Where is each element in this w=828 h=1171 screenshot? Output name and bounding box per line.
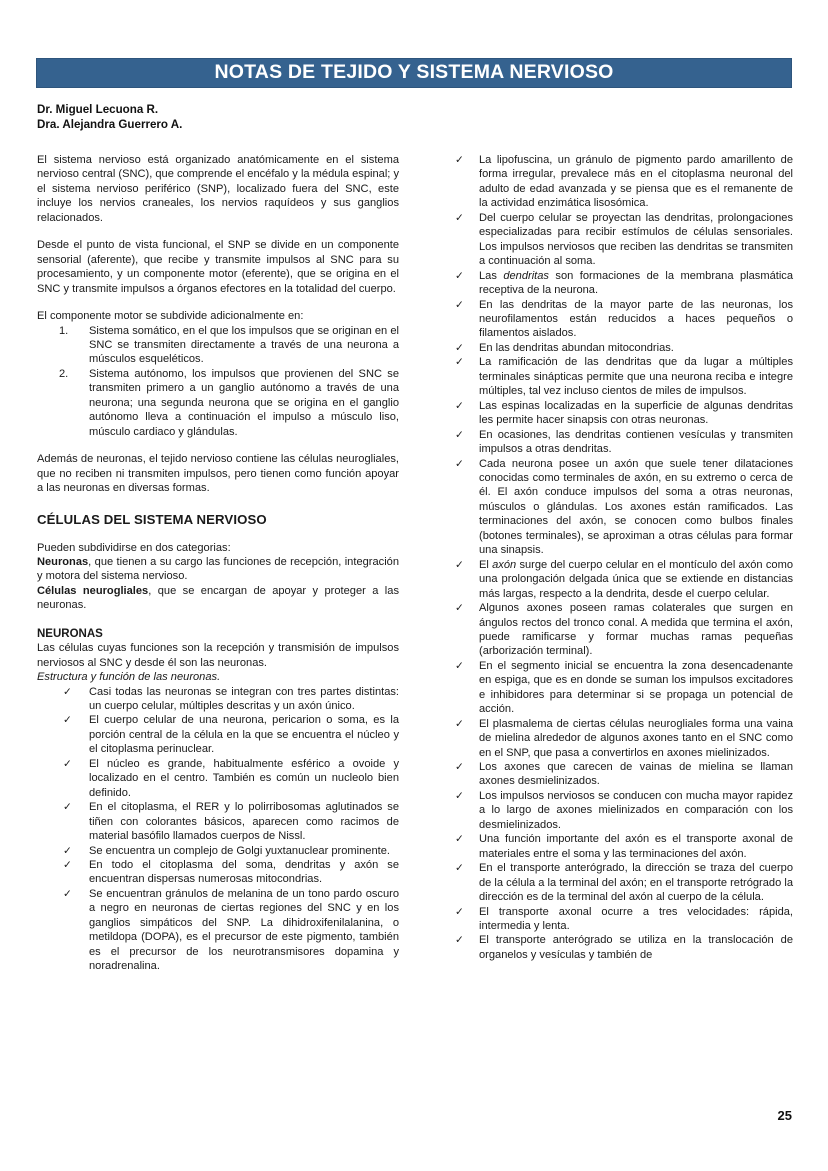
section-heading-celulas: CÉLULAS DEL SISTEMA NERVIOSO [37, 511, 267, 527]
list-item [37, 367, 399, 439]
list-item-text: La ramificación de las dendritas que da lugar a múltiples terminales sinápticas permite que una neurona reciba e integre múltiples, tal vez incluso cientos de miles de impulsos. [479, 356, 793, 398]
list-item [37, 858, 399, 887]
list-item-text: En el citoplasma, el RER y lo polirribosomas aglutinados se tiñen con colorantes básicos, aparecen como racimos de material basófilo llamados cuerpos de Nissl. [89, 801, 399, 843]
left-bullet-list [37, 685, 399, 974]
check-icon: ✓ [63, 844, 72, 857]
list-item [431, 399, 793, 428]
list-item [431, 659, 793, 717]
text-prefix: Las [479, 269, 504, 282]
text-prefix: El [479, 558, 493, 571]
check-icon: ✓ [455, 341, 464, 354]
category-neurogliales-text: , que se encargan de apoyar y proteger a las neuronas. [37, 584, 399, 612]
list-item-text: La lipofuscina, un gránulo de pigmento pardo amarillento de forma irregular, prevalece más en el citoplasma neuronal del adulto de edad avanzada y se piensa que es el remanente de la actividad enzimática lisosómica. [479, 154, 793, 210]
check-icon: ✓ [455, 428, 464, 441]
list-item [431, 905, 793, 934]
check-icon: ✓ [63, 714, 72, 727]
check-icon: ✓ [455, 154, 464, 166]
list-item [431, 428, 793, 457]
check-icon: ✓ [455, 457, 464, 470]
list-item [431, 269, 793, 298]
check-icon: ✓ [63, 685, 72, 698]
list-item-number: 1. [59, 324, 69, 337]
check-icon: ✓ [455, 862, 464, 875]
list-item-text: En el transporte anterógrado, la dirección se traza del cuerpo de la célula a la terminal del axón; en el transporte retrógrado la dirección es de la terminal del axón al cuerpo de la célula. [479, 862, 793, 904]
category-neuronas-label: Neuronas [37, 555, 89, 568]
list-item [431, 341, 793, 355]
list-item [37, 713, 399, 756]
list-item-number: 2. [59, 367, 69, 380]
list-item [431, 153, 793, 211]
italic-term: dendritas [503, 269, 549, 282]
text-suffix: surge del cuerpo celular en el montículo del axón como una prolongación delgada única que se extiende en distancias más largas, respecto a la dendrita, desde el cuerpo celular. [479, 558, 793, 600]
list-item [431, 933, 793, 962]
list-item [431, 558, 793, 601]
author-line-1: Dr. Miguel Lecuona R. [37, 103, 159, 116]
check-icon: ✓ [455, 602, 464, 615]
list-item-text [479, 559, 793, 600]
list-item [37, 685, 399, 714]
list-item [431, 457, 793, 558]
list-item-text: En las dendritas de la mayor parte de las neuronas, los neurofilamentos están reducidos a haces pequeños o filamentos aislados. [479, 298, 793, 340]
list-item-text: Del cuerpo celular se proyectan las dendritas, prolongaciones especializadas para recibir estímulos de células sensoriales. Los impulsos nerviosos que reciben las dendritas se transmiten a continuación al soma. [479, 211, 793, 268]
list-item-text: Se encuentran gránulos de melanina de un tono pardo oscuro a negro en neuronas de ciertas regiones del SNC y en los ganglios simpáticos del SNP. La dihidroxifenilalanina, o metildopa (DOPA), es el precursor de este pigmento, también es el precursor de los neurotransmisores dopamina y noradrenalina. [89, 887, 399, 973]
page-title: NOTAS DE TEJIDO Y SISTEMA NERVIOSO [214, 61, 614, 84]
list-item-text [479, 270, 793, 296]
subheading-neuronas: NEURONAS [37, 627, 103, 640]
check-icon: ✓ [455, 356, 464, 369]
list-item [431, 760, 793, 789]
page-number: 25 [777, 1108, 792, 1123]
check-icon: ✓ [455, 833, 464, 846]
list-item-text: Algunos axones poseen ramas colaterales que surgen en ángulos rectos del tronco conal. A medida que termina el axón, puede ramificarse y formar muchas ramas pequeñas (arborización terminal). [479, 602, 793, 658]
motor-subdivision-list [37, 324, 399, 440]
check-icon: ✓ [63, 887, 72, 900]
intro-paragraph-3: El componente motor se subdivide adicionalmente en: [37, 310, 304, 323]
right-column [431, 153, 793, 962]
list-item-text: En el segmento inicial se encuentra la zona desencadenante en espiga, que es en donde se suman los impulsos excitadores e inhibidores para determinar si se propaga un potencial de acción. [479, 659, 793, 716]
check-icon: ✓ [455, 934, 464, 947]
list-item [431, 355, 793, 398]
estructura-heading: Estructura y función de las neuronas. [37, 671, 221, 684]
list-item [37, 757, 399, 800]
after-list-paragraph: Además de neuronas, el tejido nervioso contiene las células neurogliales, que no reciben ni transmiten impulsos, pero tienen como función apoyar a las neuronas en diversas formas. [37, 453, 399, 495]
check-icon: ✓ [63, 757, 72, 770]
list-item-text: Sistema somático, en el que los impulsos que se originan en el SNC se transmiten directamente a través de una neurona a músculos esqueléticos. [89, 324, 399, 366]
check-icon: ✓ [455, 558, 464, 571]
list-item-text: En las dendritas abundan mitocondrias. [479, 341, 674, 354]
list-item-text: Sistema autónomo, los impulsos que provienen del SNC se transmiten primero a un ganglio autónomo a través de una neurona; una segunda neurona que se origina en el ganglio autónomo lleva a continuación el impulso a músculo liso, músculo cardiaco y glándulas. [89, 367, 399, 438]
list-item [431, 717, 793, 760]
category-neuronas-text: , que tienen a su cargo las funciones de recepción, integración y motora del sistema nervioso. [37, 555, 399, 583]
check-icon: ✓ [455, 717, 464, 730]
list-item-text: El transporte axonal ocurre a tres velocidades: rápida, intermedia y lenta. [479, 905, 793, 933]
authors-block [37, 103, 182, 132]
list-item [37, 800, 399, 843]
left-column [37, 153, 399, 974]
check-icon: ✓ [455, 905, 464, 918]
intro-paragraph-1: El sistema nervioso está organizado anatómicamente en el sistema nervioso central (SNC), que comprende el encéfalo y la médula espinal; y el sistema nervioso periférico (SNP), localizado fuera del SNC, este incluye los nervios craneales, los nervios raquídeos y sus ganglios relacionados. [37, 154, 399, 224]
check-icon: ✓ [455, 761, 464, 774]
check-icon: ✓ [455, 659, 464, 672]
list-item-text: El cuerpo celular de una neurona, pericarion o soma, es la porción central de la célula en la que se encuentra el núcleo y el citoplasma perinuclear. [89, 714, 399, 756]
list-item [431, 601, 793, 659]
category-neuronas [37, 555, 399, 584]
document-title-banner [36, 58, 792, 88]
list-item [37, 887, 399, 974]
list-item [431, 211, 793, 269]
list-item [431, 789, 793, 832]
list-item-text: En ocasiones, las dendritas contienen vesículas y transmiten impulsos a otras dendritas. [479, 428, 793, 456]
check-icon: ✓ [455, 789, 464, 802]
category-neurogliales-label: Células neurogliales [37, 584, 149, 597]
intro-paragraph-2: Desde el punto de vista funcional, el SNP se divide en un componente sensorial (aferente), que recibe y transmite impulsos al SNC para su procesamiento, y un componente motor (eferente), que se origina en el SNC y transmite impulsos a órganos efectores en la totalidad del cuerpo. [37, 239, 399, 295]
list-item-text: Una función importante del axón es el transporte axonal de materiales entre el soma y las terminaciones del axón. [479, 833, 793, 860]
check-icon: ✓ [63, 801, 72, 814]
list-item [37, 844, 399, 858]
check-icon: ✓ [455, 298, 464, 311]
list-item-text: En todo el citoplasma del soma, dendritas y axón se encuentran dispersas numerosas mitocondrias. [89, 858, 399, 886]
list-item-text: Los impulsos nerviosos se conducen con mucha mayor rapidez a lo largo de axones mielinizados en comparación con los desmielinizados. [479, 789, 793, 831]
list-item-text: Los axones que carecen de vainas de mielina se llaman axones desmielinizados. [479, 761, 793, 788]
list-item-text: Se encuentra un complejo de Golgi yuxtanuclear prominente. [89, 844, 390, 857]
list-item [37, 324, 399, 367]
neuronas-paragraph: Las células cuyas funciones son la recepción y transmisión de impulsos nerviosos al SNC y desde él son las neuronas. [37, 642, 399, 669]
author-line-2: Dra. Alejandra Guerrero A. [37, 117, 183, 131]
list-item-text: Casi todas las neuronas se integran con tres partes distintas: un cuerpo celular, múltiples descritas y un axón único. [89, 685, 399, 712]
text-suffix: son formaciones de la membrana plasmática receptiva de la neurona. [479, 269, 793, 297]
check-icon: ✓ [455, 399, 464, 412]
list-item [431, 832, 793, 861]
list-item-text: El núcleo es grande, habitualmente esférico a ovoide y localizado en el centro. También es común un nucleolo bien definido. [89, 757, 399, 799]
right-bullet-list [431, 153, 793, 962]
check-icon: ✓ [455, 269, 464, 282]
category-celulas-neurogliales [37, 584, 399, 613]
list-item-text: Cada neurona posee un axón que suele tener dilataciones conocidas como terminales de axón, en su extremo o cerca de él. El axón conduce impulsos del soma a otras neuronas, músculos o glándulas. Los axones están ramificados. Las terminaciones del axón, se conocen como bulbos finales (botones terminales), se aproximan a otras células para formar una sinapsis. [479, 457, 793, 557]
check-icon: ✓ [63, 858, 72, 871]
list-item [431, 298, 793, 341]
list-item-text: El transporte anterógrado se utiliza en la translocación de organelos y vesículas y también de [479, 934, 793, 961]
italic-term: axón [492, 558, 517, 571]
categories-intro: Pueden subdividirse en dos categorias: [37, 541, 231, 554]
check-icon: ✓ [455, 211, 464, 224]
list-item-text: Las espinas localizadas en la superficie de algunas dendritas les permite hacer sinapsis con otras neuronas. [479, 399, 793, 427]
list-item [431, 861, 793, 904]
list-item-text: El plasmalema de ciertas células neurogliales forma una vaina de mielina alrededor de algunos axones tanto en el SNC como en el SNP, que pasa a convertirlos en axones mielinizados. [479, 717, 793, 759]
